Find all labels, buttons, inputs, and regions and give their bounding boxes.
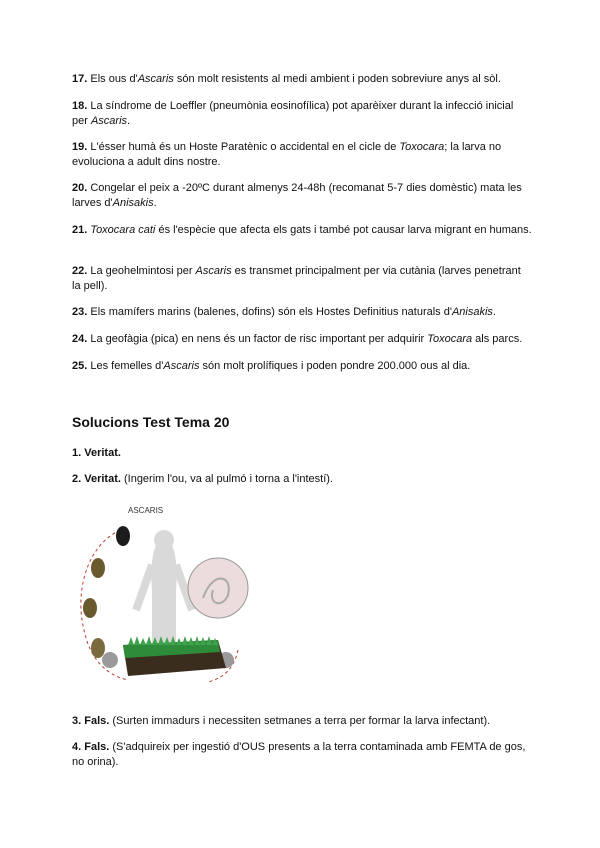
question-19 — [72, 140, 532, 170]
solutions-title: Solucions Test Tema 20 — [72, 414, 230, 430]
question-number: 20. — [72, 182, 88, 194]
question-text: . — [492, 306, 496, 318]
question-text: Els mamífers marins (balenes, dofins) són els Hostes Definitius naturals d' — [90, 306, 452, 318]
question-text: Els ous d' — [90, 73, 138, 85]
grass-blades-icon — [128, 636, 218, 645]
question-number: 19. — [72, 141, 88, 153]
question-text: Les femelles d' — [90, 360, 164, 372]
answer-verdict: 1. Veritat. — [72, 447, 121, 459]
human-head-icon — [154, 530, 174, 550]
question-text: La geohelmintosi per — [90, 265, 196, 277]
answer-note: (Surten immadurs i necessiten setmanes a terra per formar la larva infectant). — [109, 715, 491, 727]
answer-3 — [72, 714, 532, 729]
question-number: 25. — [72, 360, 88, 372]
question-text: . — [127, 115, 131, 127]
answer-verdict: 4. Fals. — [72, 741, 110, 753]
question-number: 17. — [72, 73, 88, 85]
ascaris-life-cycle-figure — [68, 500, 264, 690]
answer-4 — [72, 740, 532, 770]
human-body-icon — [151, 545, 177, 650]
question-number: 22. — [72, 265, 88, 277]
question-21 — [72, 223, 532, 238]
species-name: Anisakis — [112, 197, 154, 209]
answer-2 — [72, 472, 532, 487]
answer-note: (Ingerim l'ou, va al pulmó i torna a l'intestí). — [120, 473, 333, 485]
question-text: és l'espècie que afecta els gats i també pot causar larva migrant en humans. — [155, 224, 532, 236]
species-name: Anisakis — [451, 306, 493, 318]
answer-verdict: 3. Fals. — [72, 715, 110, 727]
species-name: Ascaris — [163, 360, 200, 372]
question-number: 21. — [72, 224, 88, 236]
question-text: La geofàgia (pica) en nens és un factor de risc important per adquirir — [90, 333, 428, 345]
question-text: es transmet principalment per via cutània (larves penetrant la pell). — [72, 265, 521, 292]
question-number: 18. — [72, 100, 88, 112]
egg-icon — [83, 598, 97, 618]
egg-icon — [91, 558, 105, 578]
question-20 — [72, 181, 532, 211]
species-name: Ascaris — [195, 265, 232, 277]
question-25 — [72, 359, 532, 374]
egg-icon — [91, 638, 105, 658]
egg-icon — [116, 526, 130, 546]
question-17 — [72, 72, 532, 87]
question-23 — [72, 305, 532, 320]
answer-verdict-label: Veritat. — [84, 447, 121, 459]
question-text: Congelar el peix a -20ºC durant almenys 24-48h (recomanat 5-7 dies domèstic) mata les larves d' — [72, 182, 522, 209]
question-number: 24. — [72, 333, 88, 345]
question-18 — [72, 99, 532, 129]
species-name: Toxocara cati — [90, 224, 156, 236]
question-text: són molt resistents al medi ambient i poden sobreviure anys al sòl. — [173, 73, 501, 85]
question-24 — [72, 332, 532, 347]
species-name: Toxocara — [399, 141, 445, 153]
figure-label: ASCARIS — [128, 506, 164, 515]
species-name: Ascaris — [137, 73, 174, 85]
answer-note: (S'adquireix per ingestió d'OUS presents a la terra contaminada amb FEMTA de gos, no orina). — [72, 741, 526, 768]
question-text: . — [153, 197, 157, 209]
answer-verdict: 2. Veritat. — [72, 473, 121, 485]
species-name: Ascaris — [90, 115, 128, 127]
question-text: als parcs. — [472, 333, 523, 345]
question-22 — [72, 264, 532, 294]
question-text: L'ésser humà és un Hoste Paratènic o accidental en el cicle de — [90, 141, 400, 153]
question-text: La síndrome de Loeffler (pneumònia eosinofílica) pot aparèixer durant la infecció inicial per — [72, 100, 514, 127]
species-name: Toxocara — [427, 333, 473, 345]
answer-verdict-label: Veritat. — [84, 473, 121, 485]
answer-verdict-label: Fals. — [84, 715, 110, 727]
larva-detail-circle — [188, 558, 248, 618]
question-number: 23. — [72, 306, 88, 318]
question-text: ; la larva no evoluciona a adult dins nostre. — [72, 141, 502, 168]
question-text: són molt prolífiques i poden pondre 200.000 ous al dia. — [199, 360, 471, 372]
answer-verdict-label: Fals. — [84, 741, 110, 753]
stool-icon — [102, 652, 118, 668]
answer-1 — [72, 446, 532, 461]
